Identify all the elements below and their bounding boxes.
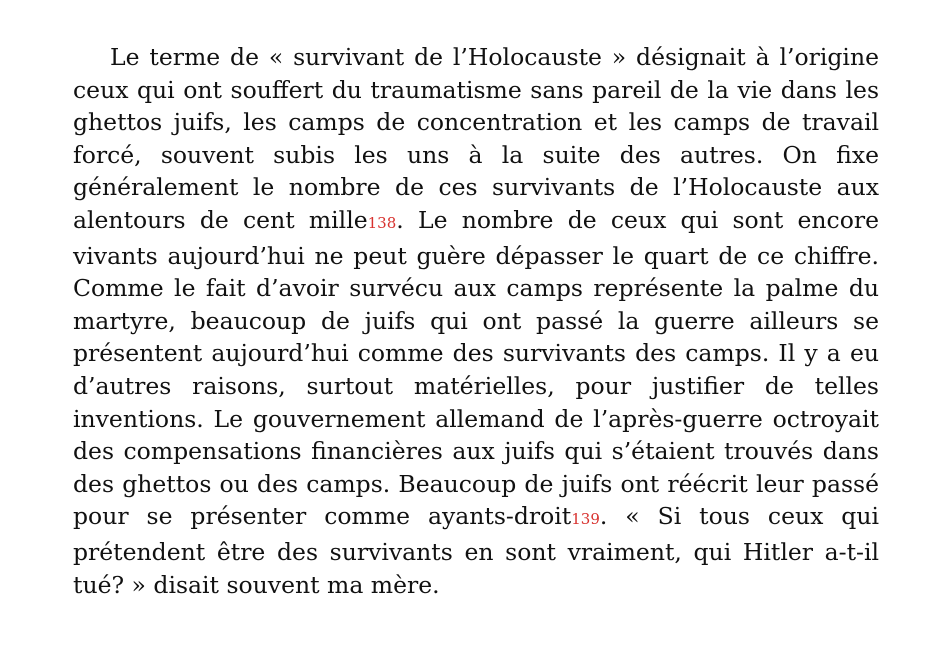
footnote-ref-139[interactable]: 139 (571, 510, 600, 529)
paragraph-text-segment: Le terme de « survivant de l’Holocauste » désignait à l’origine ceux qui ont souffert du traumatisme sans pareil de la vie dans les ghettos juifs, les camps de concentration et les camps de travail forcé, souvent subis les uns à la suite des autres. On fixe généralement le nombre de ces survivants de l’Holocauste aux alentours de cent mille (73, 43, 879, 234)
paragraph-text-segment: . Le nombre de ceux qui sont encore vivants aujourd’hui ne peut guère dépasser le quart de ce chiffre. Comme le fait d’avoir survécu aux camps représente la palme du martyre, beaucoup de juifs qui ont passé la guerre ailleurs se présentent aujourd’hui comme des survivants des camps. Il y a eu d’autres raisons, surtout matérielles, pour justifier de telles inventions. Le gouvernement allemand de l’après-guerre octroyait des compensations financières aux juifs qui s’étaient trouvés dans des ghettos ou des camps. Beaucoup de juifs ont réécrit leur passé pour se présenter comme ayants-droit (73, 205, 879, 531)
document-page (73, 41, 879, 601)
body-paragraph (73, 41, 879, 601)
footnote-ref-138[interactable]: 138 (367, 213, 397, 232)
paragraph-text-segment: . « Si tous ceux qui prétendent être des survivants en sont vraiment, qui Hitler a-t-il tué? » disait souvent ma mère. (73, 502, 880, 599)
